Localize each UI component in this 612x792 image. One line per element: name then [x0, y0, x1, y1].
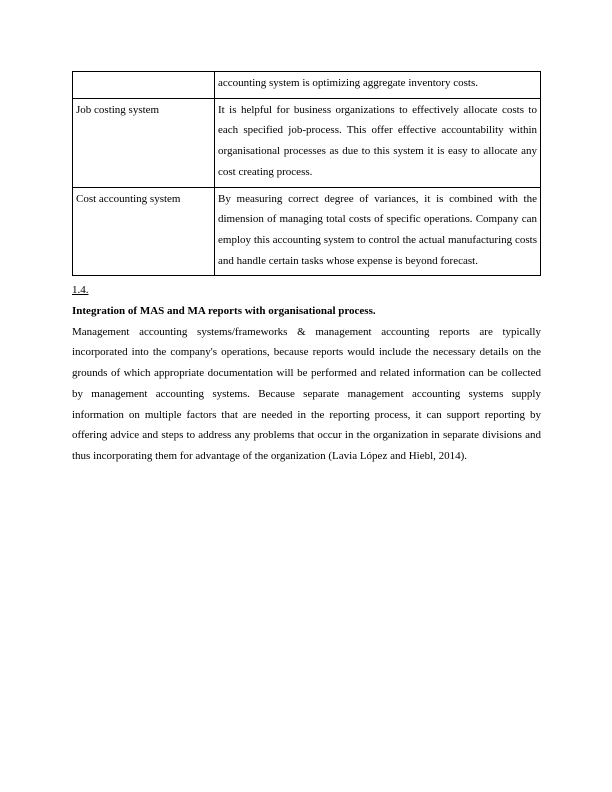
- table-cell-label: Job costing system: [73, 98, 215, 187]
- section-number: 1.4.: [72, 284, 89, 297]
- table-row: [73, 72, 541, 99]
- table-row: [73, 98, 541, 187]
- table-row: [73, 187, 541, 276]
- table-cell-label: Cost accounting system: [73, 187, 215, 276]
- section-heading: Integration of MAS and MA reports with organisational process.: [72, 305, 376, 318]
- table-cell-description: accounting system is optimizing aggregate inventory costs.: [215, 72, 541, 99]
- table-cell-description: It is helpful for business organizations to effectively allocate costs to each specified job-process. This offer effective accountability within organisational processes as due to this system it is easy to allocate any cost creating process.: [215, 98, 541, 187]
- table-cell-description: By measuring correct degree of variances, it is combined with the dimension of managing total costs of specific operations. Company can employ this accounting system to control the actual manufacturing costs and handle certain tasks whose expense is beyond forecast.: [215, 187, 541, 276]
- document-page: [72, 71, 541, 478]
- accounting-systems-table: [72, 71, 541, 276]
- table-cell-label: [73, 72, 215, 99]
- section-body-paragraph: Management accounting systems/frameworks & management accounting reports are typically incorporated into the company's operations, because reports would include the necessary details on the grounds of which appropriate documentation will be performed and related information can be collected by management accounting systems. Because separate management accounting systems supply information on multiple factors that are needed in the reporting process, it can support reporting by offering advice and steps to address any problems that occur in the organization in separate divisions and thus incorporating them for advantage of the organization (Lavia López and Hiebl, 2014).: [72, 325, 541, 462]
